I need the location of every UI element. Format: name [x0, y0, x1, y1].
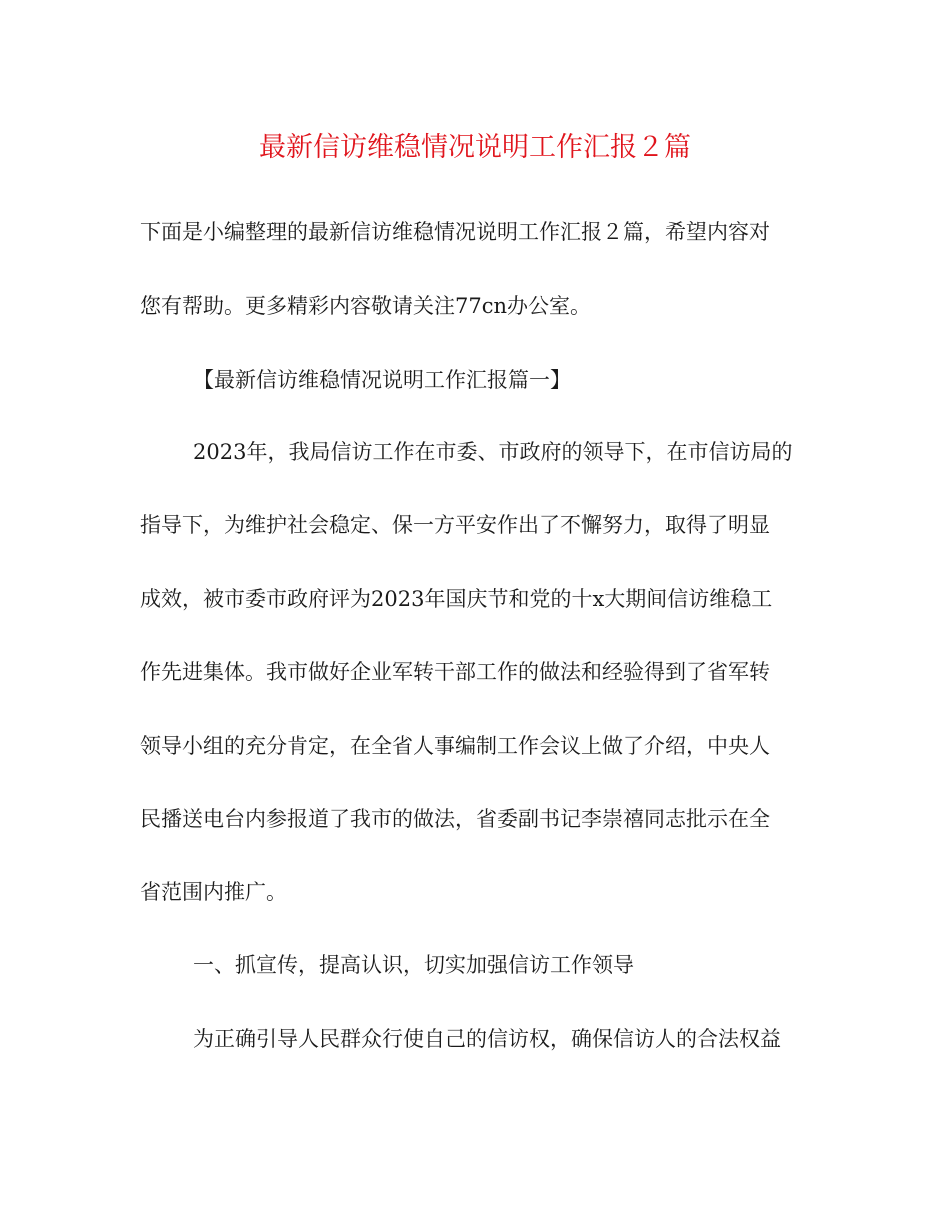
body-line-4: 作先进集体。我市做好企业军转干部工作的做法和经验得到了省军转	[140, 660, 770, 684]
document-title: 最新信访维稳情况说明工作汇报２篇	[259, 132, 691, 163]
body-line-5: 领导小组的充分肯定，在全省人事编制工作会议上做了介绍，中央人	[140, 734, 770, 758]
intro-line-1: 下面是小编整理的最新信访维稳情况说明工作汇报２篇，希望内容对	[140, 220, 770, 244]
body-line-6: 民播送电台内参报道了我市的做法，省委副书记李崇禧同志批示在全	[140, 807, 770, 831]
body-line-1: 2023年，我局信访工作在市委、市政府的领导下，在市信访局的	[193, 440, 793, 464]
section-heading: 【最新信访维稳情况说明工作汇报篇一】	[193, 368, 571, 392]
body-line-7: 省范围内推广。	[140, 880, 287, 904]
body-line-8: 为正确引导人民群众行使自己的信访权，确保信访人的合法权益	[193, 1027, 781, 1051]
body-line-3: 成效，被市委市政府评为2023年国庆节和党的十x大期间信访维稳工	[140, 587, 773, 611]
body-line-2: 指导下，为维护社会稳定、保一方平安作出了不懈努力，取得了明显	[140, 513, 770, 537]
subsection-heading: 一、抓宣传，提高认识，切实加强信访工作领导	[193, 953, 634, 977]
intro-line-2: 您有帮助。更多精彩内容敬请关注77cn办公室。	[140, 294, 592, 318]
